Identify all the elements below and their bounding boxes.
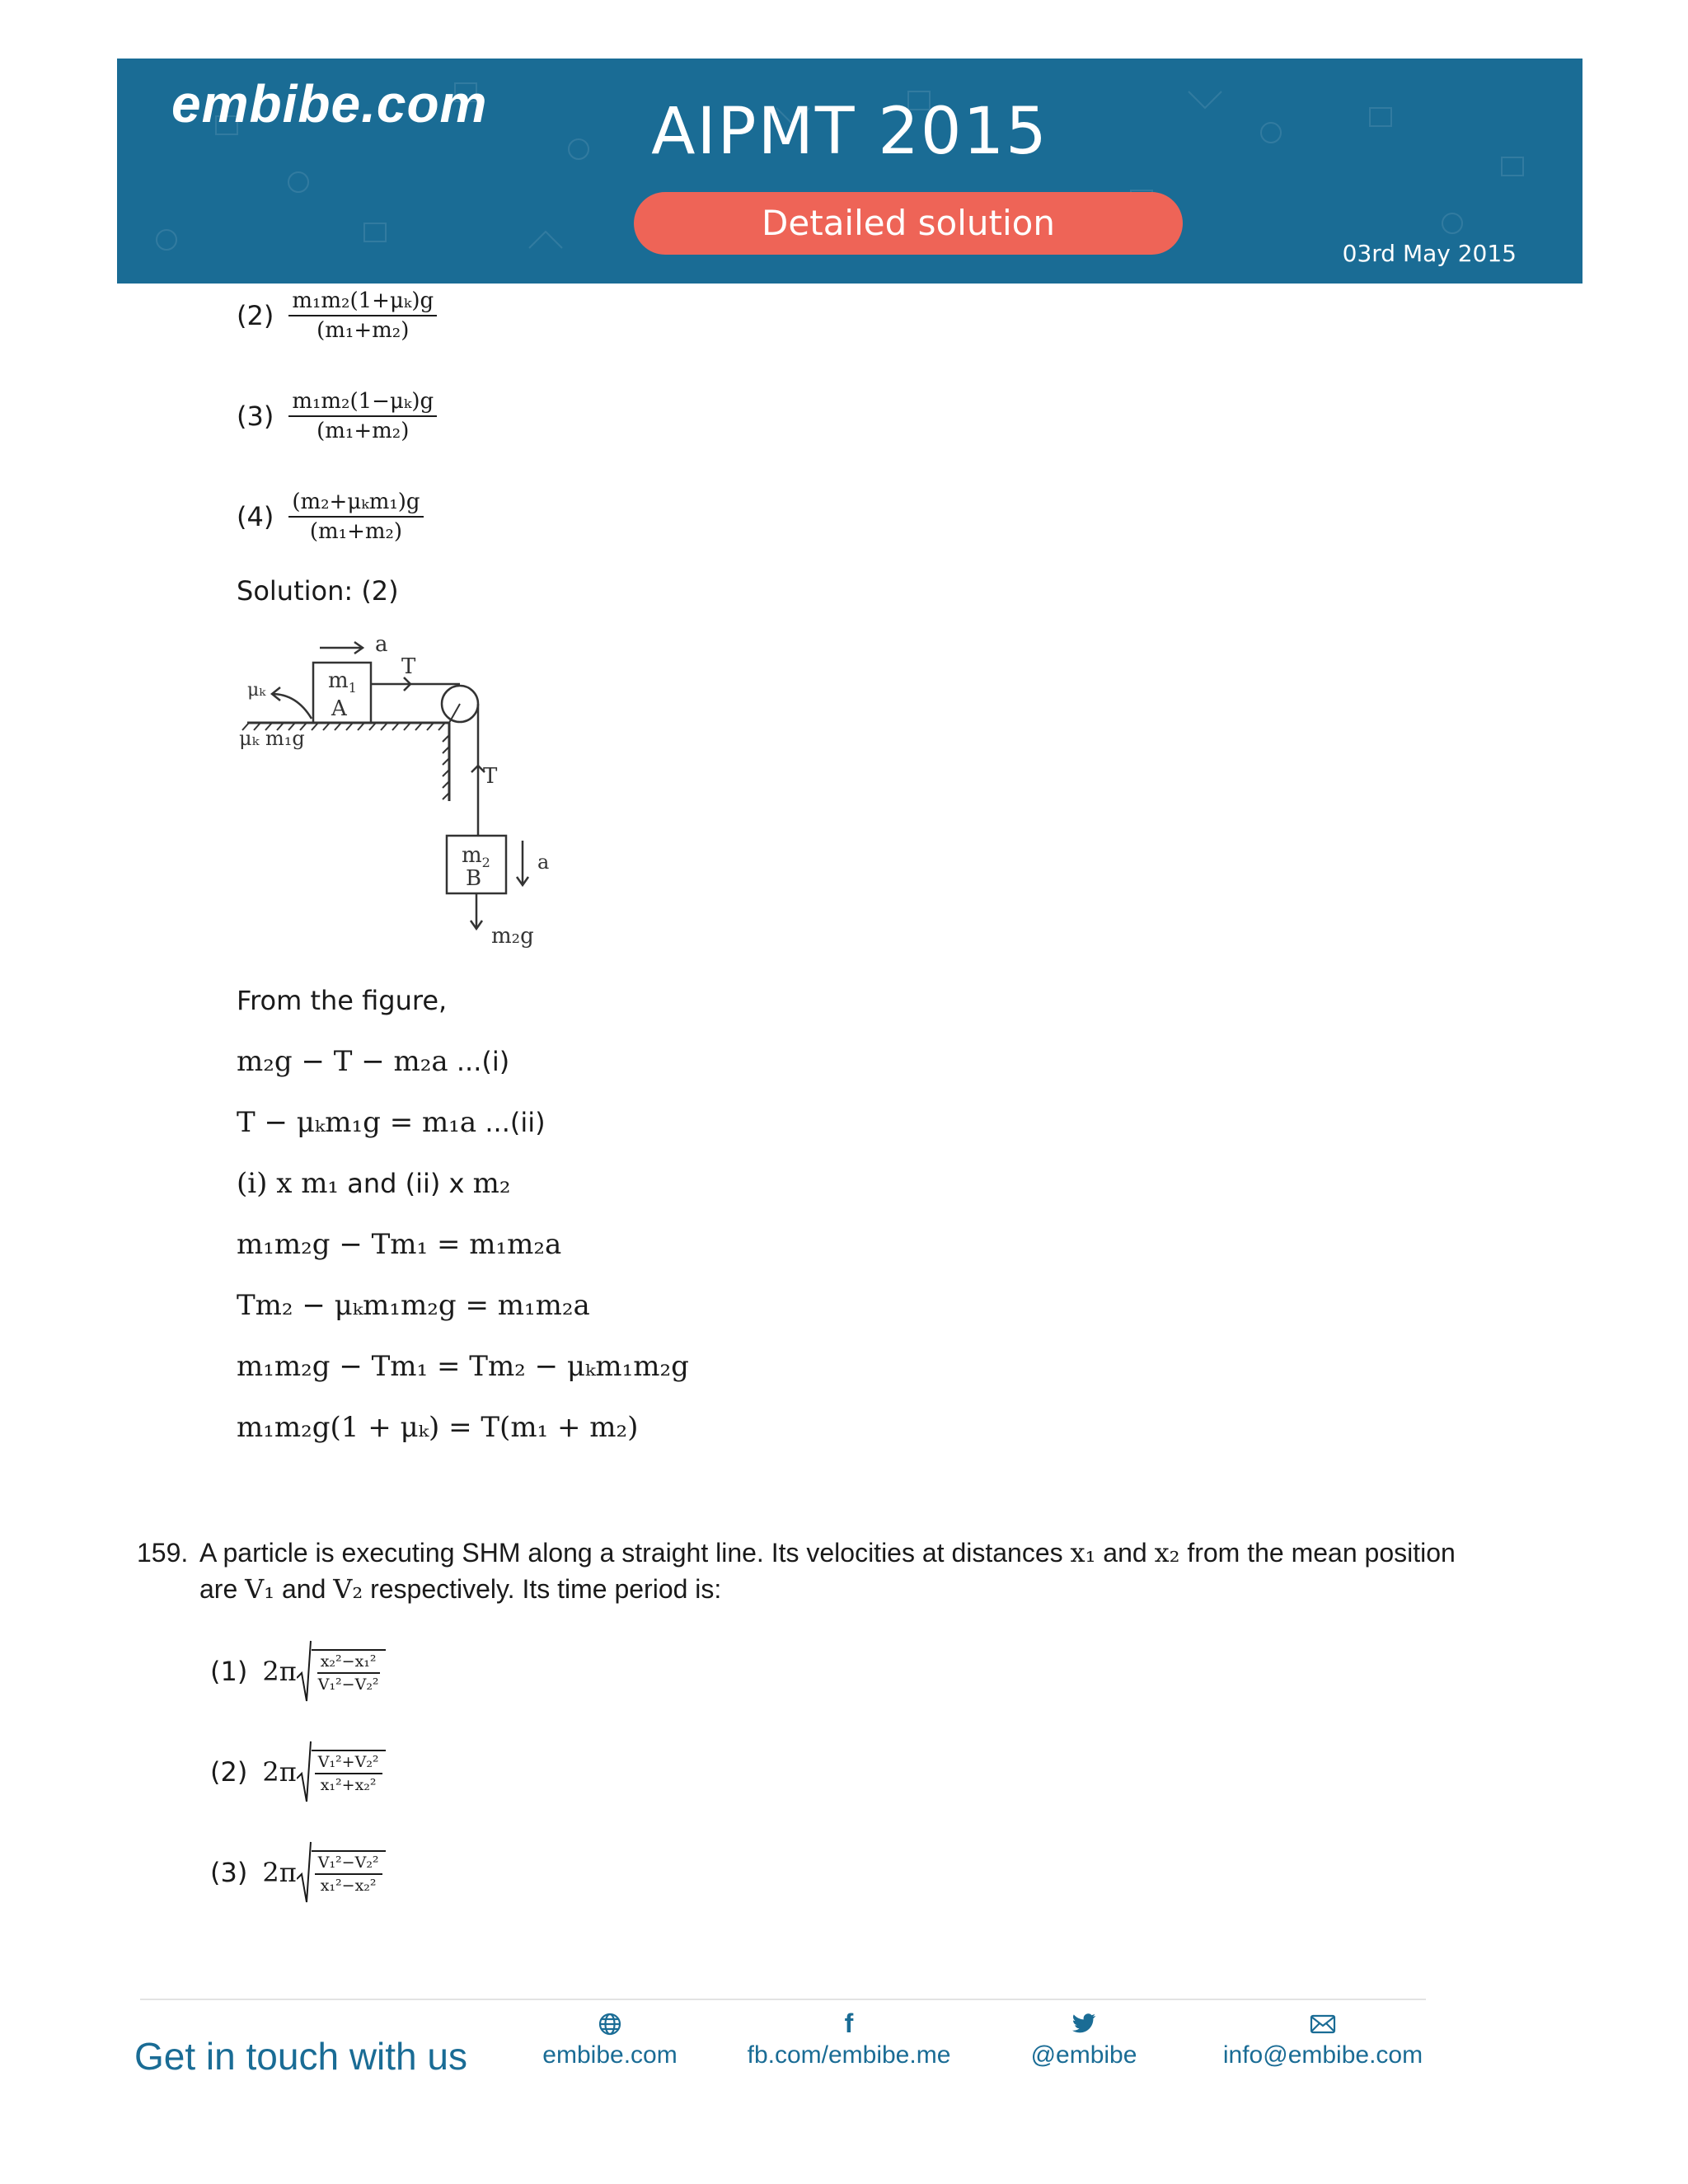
- option-label: (3): [237, 401, 274, 432]
- equation-3: (i) x m₁ and (ii) x m₂: [237, 1167, 511, 1200]
- get-in-touch-heading: Get in touch with us: [134, 2035, 467, 2078]
- question-159: [137, 1535, 1538, 1607]
- footer-link-email[interactable]: info@embibe.com: [1203, 2008, 1442, 2069]
- question-text: A particle is executing SHM along a straight line. Its velocities at distances x₁ and x₂ from the mean position are V₁ and V₂ respectively. Its time period is:: [199, 1537, 1456, 1605]
- option-label: (4): [237, 501, 274, 532]
- q159-option-3: (3) 2π $\frac{\text{V₁²−V₂²}}{\text{x₁²−x₂²}}$: [210, 1841, 386, 1904]
- accel-label-a: a: [375, 636, 388, 657]
- friction-force-label: μₖ m₁g: [239, 727, 305, 750]
- exam-date: 03rd May 2015: [1342, 240, 1517, 267]
- block-b-label: B: [466, 866, 482, 891]
- pulley-diagram: [239, 636, 569, 958]
- footer-link-twitter[interactable]: @embibe: [1014, 2008, 1154, 2069]
- twitter-icon: [1014, 2008, 1154, 2041]
- footer-link-facebook[interactable]: f fb.com/embibe.me: [725, 2008, 973, 2069]
- block-b-mass: $m_2$: [462, 843, 490, 870]
- option-fraction: $\frac{\text{m₁m₂(1+μₖ)g}}{\text{(m₁+m₂)}}$: [288, 288, 437, 343]
- equation-7: m₁m₂g(1 + μₖ) = T(m₁ + m₂): [237, 1411, 639, 1444]
- facebook-icon: f: [844, 2008, 854, 2038]
- block-a-mass: $m_1$: [328, 668, 357, 696]
- q159-option-1: (1) 2π $\frac{\text{x₂²−x₁²}}{\text{V₁²−V₂²}}$: [210, 1640, 386, 1703]
- accel-label-b: a: [537, 851, 550, 874]
- option-3: [237, 389, 437, 443]
- tension-label-vertical: T: [483, 764, 498, 789]
- equation-5: Tm₂ − μₖm₁m₂g = m₁m₂a: [237, 1289, 590, 1322]
- from-figure-text: From the figure,: [237, 985, 448, 1016]
- sqrt-expression: $\frac{\text{V₁²+V₂²}}{\text{x₁²+x₂²}}$: [297, 1741, 386, 1803]
- equation-6: m₁m₂g − Tm₁ = Tm₂ − μₖm₁m₂g: [237, 1350, 689, 1383]
- option-fraction: $\frac{\text{(m₂+μₖm₁)g}}{\text{(m₁+m₂)}}$: [288, 490, 423, 544]
- globe-icon: [528, 2008, 692, 2041]
- footer-divider: [140, 1999, 1426, 2000]
- equation-2: T − μₖm₁g = m₁a ...(ii): [237, 1106, 546, 1139]
- block-a-label: A: [331, 696, 347, 721]
- tension-label-horizontal: T: [401, 654, 416, 679]
- detailed-solution-badge: Detailed solution: [634, 192, 1183, 255]
- option-2: [237, 288, 437, 343]
- solution-answer: Solution: (2): [237, 575, 399, 607]
- header-banner: [117, 59, 1582, 284]
- sqrt-expression: $\frac{\text{V₁²−V₂²}}{\text{x₁²−x₂²}}$: [297, 1841, 386, 1904]
- equation-1: m₂g − T − m₂a ...(i): [237, 1045, 510, 1078]
- equation-4: m₁m₂g − Tm₁ = m₁m₂a: [237, 1228, 562, 1261]
- brand-logo: embibe.com: [171, 74, 488, 134]
- option-label: (2): [237, 300, 274, 331]
- option-fraction: $\frac{\text{m₁m₂(1−μₖ)g}}{\text{(m₁+m₂)}}$: [288, 389, 437, 443]
- question-number: 159.: [137, 1538, 189, 1568]
- option-4: [237, 490, 424, 544]
- mail-icon: [1203, 2008, 1442, 2041]
- sqrt-expression: $\frac{\text{x₂²−x₁²}}{\text{V₁²−V₂²}}$: [297, 1640, 386, 1703]
- weight-label: m₂g: [491, 924, 534, 949]
- q159-option-2: (2) 2π $\frac{\text{V₁²+V₂²}}{\text{x₁²+x₂²}}$: [210, 1741, 386, 1803]
- exam-title: AIPMT 2015: [651, 95, 1048, 169]
- footer-link-website[interactable]: embibe.com: [528, 2008, 692, 2069]
- friction-coefficient-label: μₖ: [247, 680, 266, 701]
